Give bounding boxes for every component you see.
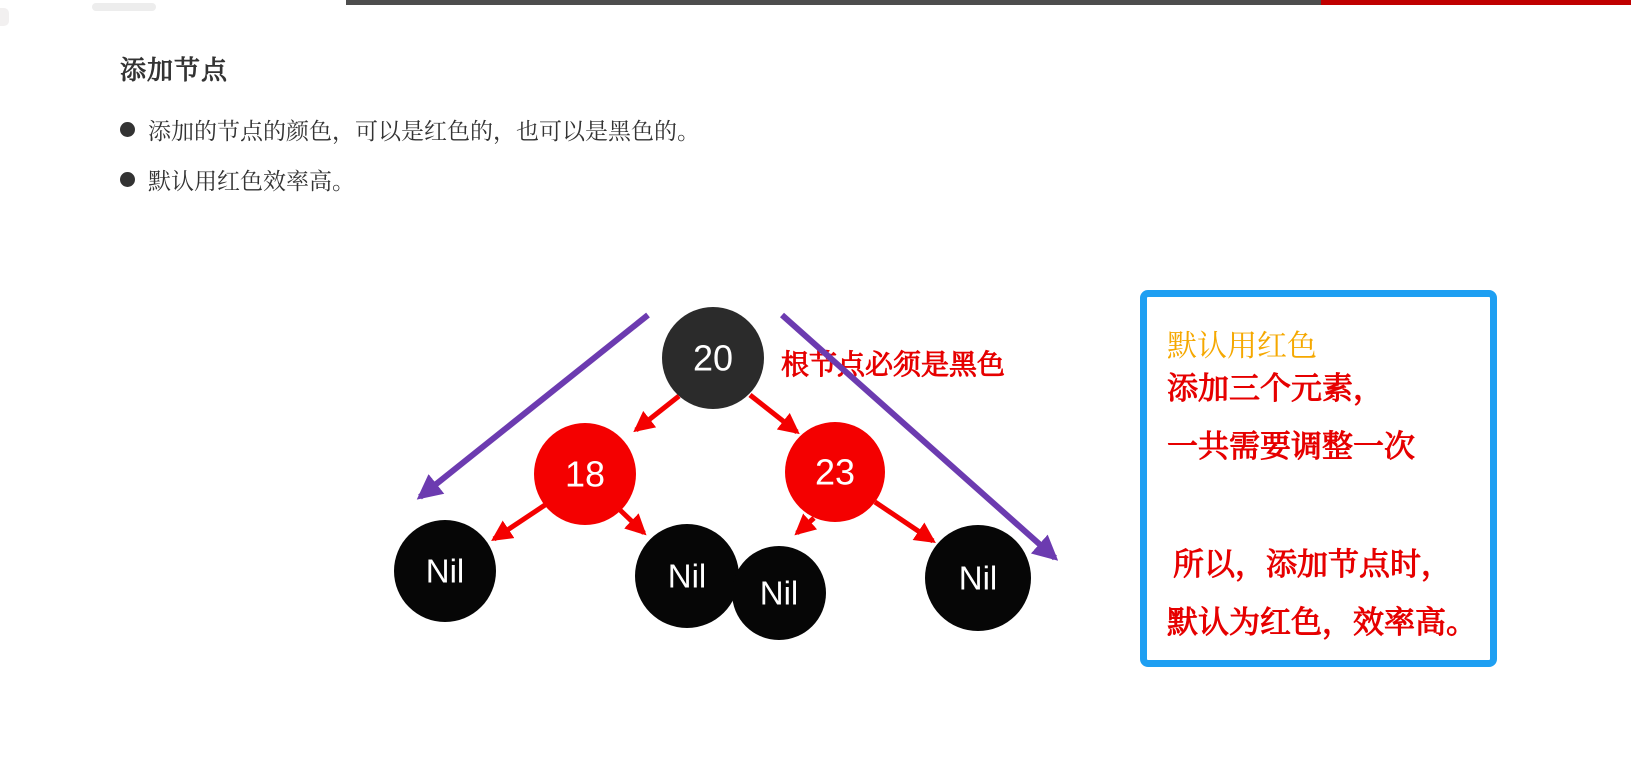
edge-23-nil3 <box>797 518 814 533</box>
edge-18-nil1 <box>494 505 545 539</box>
tree-node-23-label: 23 <box>814 451 856 493</box>
tree-node-20-label: 20 <box>692 337 734 379</box>
edge-20-18 <box>636 396 679 430</box>
tree-node-nil-3-label: Nil <box>759 574 799 612</box>
note-line-add-three: 添加三个元素， <box>1167 371 1384 406</box>
note-line-default-efficient: 默认为红色，效率高。 <box>1167 605 1477 640</box>
edge-18-nil2 <box>620 510 644 533</box>
note-line-so-when-adding: 所以，添加节点时， <box>1173 547 1452 582</box>
tree-node-18-label: 18 <box>564 453 606 495</box>
note-line-one-adjust: 一共需要调整一次 <box>1167 429 1415 464</box>
bullet-text: 添加的节点的颜色，可以是红色的，也可以是黑色的。 <box>148 118 700 144</box>
edge-20-23 <box>750 395 797 432</box>
root-annotation: 根节点必须是黑色 <box>781 349 1006 380</box>
note-line-default-red: 默认用红色 <box>1167 330 1317 363</box>
note-box <box>1140 290 1497 667</box>
tree-node-nil-4-label: Nil <box>958 559 998 597</box>
edge-23-nil4 <box>875 502 933 541</box>
tree-node-nil-1-label: Nil <box>425 552 465 590</box>
page-title: 添加节点 <box>120 55 229 85</box>
tree-node-nil-2-label: Nil <box>667 557 707 595</box>
bullet-text: 默认用红色效率高。 <box>148 168 355 194</box>
